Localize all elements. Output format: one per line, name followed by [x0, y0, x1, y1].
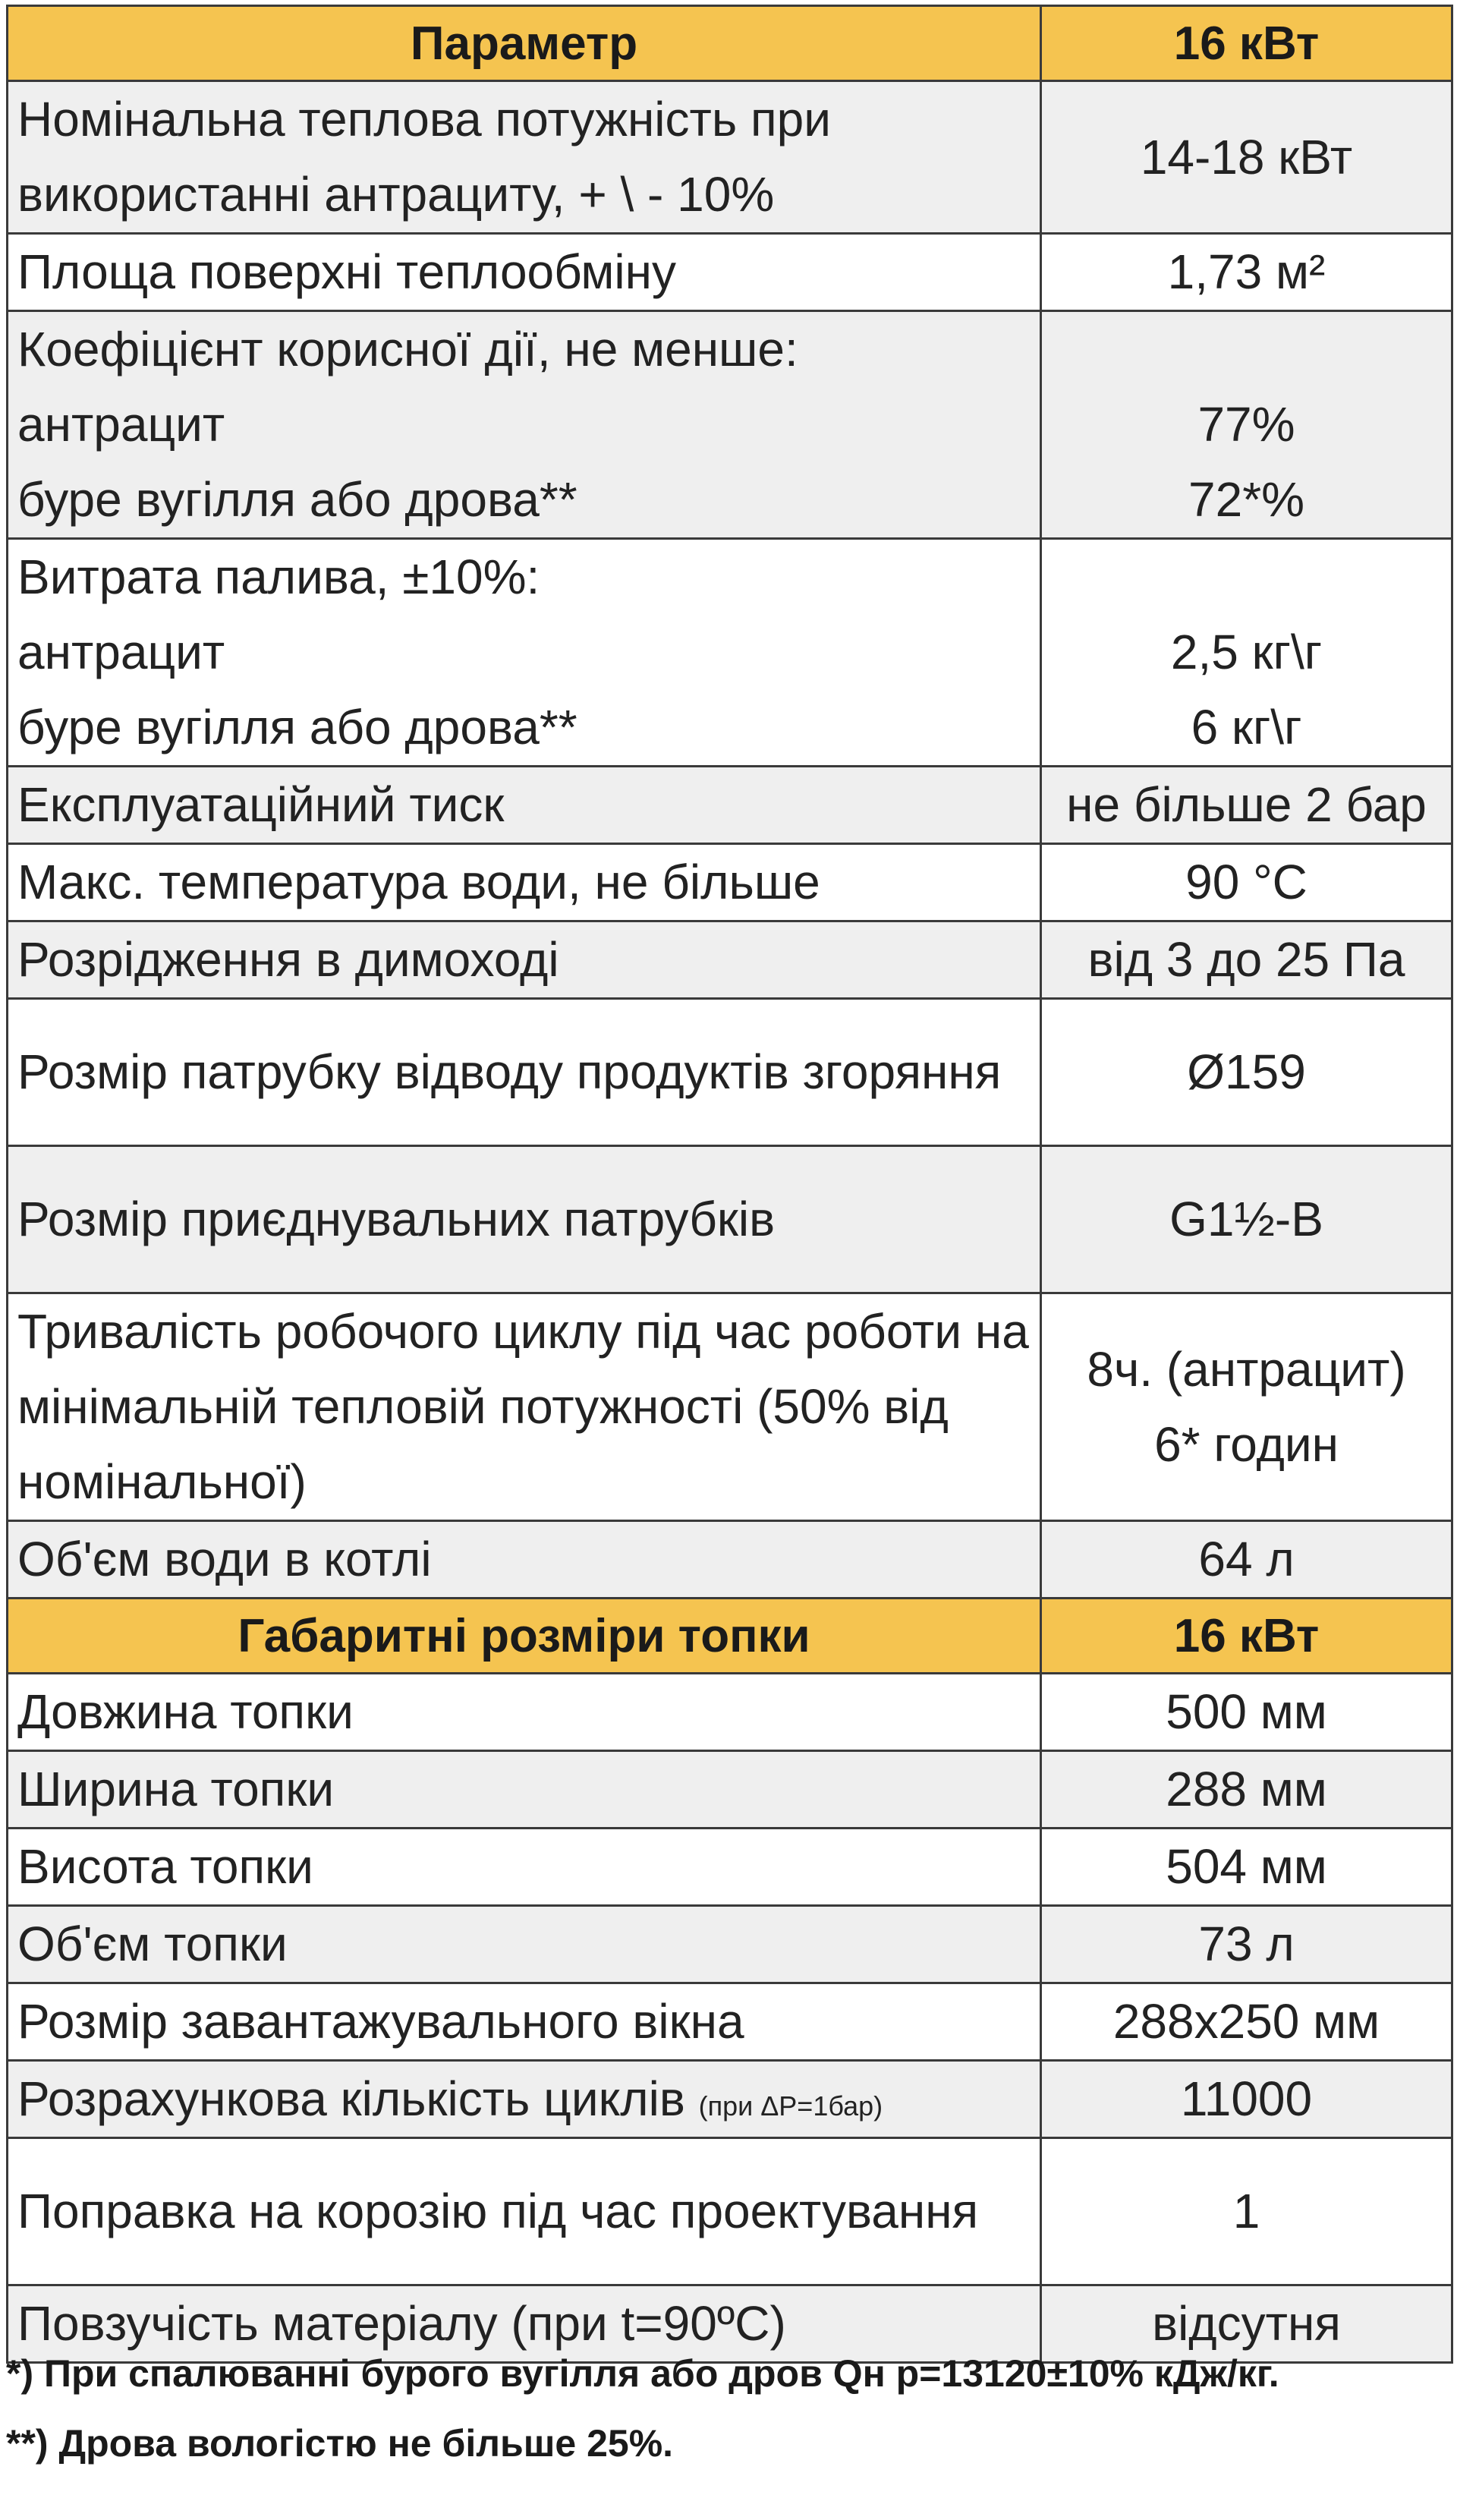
row-value: 90 °С: [1041, 844, 1452, 921]
row-value: 1,73 м²: [1041, 234, 1452, 311]
row-value: 288 мм: [1041, 1751, 1452, 1829]
table-row: [8, 1521, 1452, 1599]
row-param: Площа поверхні теплообміну: [8, 234, 1041, 311]
header-value: 16 кВт: [1041, 6, 1452, 81]
table-row: [8, 1146, 1452, 1293]
subheader-value: 16 кВт: [1041, 1599, 1452, 1674]
row-value: 11000: [1041, 2061, 1452, 2138]
row-param-line: Коефіцієнт корисної дії, не менше:: [17, 322, 798, 376]
row-param: Експлуатаційний тиск: [8, 767, 1041, 844]
row-value: не більше 2 бар: [1041, 767, 1452, 844]
row-value-line: 2,5 кг\г: [1170, 625, 1323, 679]
row-param: Макс. температура води, не більше: [8, 844, 1041, 921]
row-value: Ø159: [1041, 999, 1452, 1146]
row-param: Висота топки: [8, 1829, 1041, 1906]
table-row: [8, 921, 1452, 999]
row-value-line: 77%: [1197, 397, 1295, 452]
table-subheader: [8, 1599, 1452, 1674]
row-param: Повзучість матеріалу (при t=90ºC): [8, 2285, 1041, 2363]
footnote: *) При спалюванні бурого вугілля або дров Qн р=13120±10% кДж/кг.: [6, 2352, 1279, 2395]
row-value: 73 л: [1041, 1906, 1452, 1983]
row-value-line: [1046, 540, 1446, 615]
table-row: [8, 2138, 1452, 2285]
subheader-param: Габаритні розміри топки: [8, 1599, 1041, 1674]
row-param-note: (при ΔР=1бар): [698, 2090, 883, 2122]
table-row: [8, 1674, 1452, 1751]
table-row: [8, 234, 1452, 311]
table-row: [8, 999, 1452, 1146]
row-value: 1: [1041, 2138, 1452, 2285]
row-param: [8, 311, 1041, 539]
row-param: [8, 2061, 1041, 2138]
row-param-line: антрацит: [17, 625, 225, 679]
table-row: [8, 1293, 1452, 1521]
table-header: [8, 6, 1452, 81]
row-value-line: 8ч. (антрацит): [1087, 1341, 1406, 1397]
row-param-line: антрацит: [17, 397, 225, 452]
row-value: 14-18 кВт: [1041, 81, 1452, 234]
table-row: [8, 1983, 1452, 2061]
row-param-text: Розрахункова кількість циклів: [17, 2071, 685, 2126]
row-value: G1½-B: [1041, 1146, 1452, 1293]
row-param: Ширина топки: [8, 1751, 1041, 1829]
row-param-line: Витрата палива, ±10%:: [17, 550, 540, 604]
row-value-line: 6* годин: [1154, 1416, 1339, 1472]
table-row: [8, 81, 1452, 234]
row-value: 500 мм: [1041, 1674, 1452, 1751]
row-value: відсутня: [1041, 2285, 1452, 2363]
table-row: [8, 1906, 1452, 1983]
row-param-line: буре вугілля або дрова**: [17, 472, 577, 527]
row-param: Тривалість робочого циклу під час роботи на мінімальній тепловій потужності (50% від номінальної): [8, 1293, 1041, 1521]
table-row: [8, 844, 1452, 921]
table-row: [8, 767, 1452, 844]
row-param: Об'єм топки: [8, 1906, 1041, 1983]
row-value: 288х250 мм: [1041, 1983, 1452, 2061]
row-param: Розмір приєднувальних патрубків: [8, 1146, 1041, 1293]
row-value-line: [1046, 312, 1446, 387]
row-value-line: 6 кг\г: [1191, 700, 1302, 754]
row-param: Розмір завантажувального вікна: [8, 1983, 1041, 2061]
table-row: [8, 2061, 1452, 2138]
row-param: Розмір патрубку відводу продуктів згоряння: [8, 999, 1041, 1146]
row-param: Об'єм води в котлі: [8, 1521, 1041, 1599]
row-param: Розрідження в димоході: [8, 921, 1041, 999]
table-row: [8, 311, 1452, 539]
row-value: [1041, 539, 1452, 767]
row-value: 504 мм: [1041, 1829, 1452, 1906]
table-row: [8, 539, 1452, 767]
row-param: Поправка на корозію під час проектування: [8, 2138, 1041, 2285]
row-value: від 3 до 25 Па: [1041, 921, 1452, 999]
footnote: **) Дрова вологістю не більше 25%.: [6, 2422, 674, 2465]
row-value: [1041, 1293, 1452, 1521]
table-row: [8, 1829, 1452, 1906]
row-value: 64 л: [1041, 1521, 1452, 1599]
row-param: Номінальна теплова потужність при використанні антрациту, + \ - 10%: [8, 81, 1041, 234]
row-value: [1041, 311, 1452, 539]
row-param: [8, 539, 1041, 767]
row-value-line: 72*%: [1188, 472, 1304, 527]
table-row: [8, 1751, 1452, 1829]
specifications-table: [6, 5, 1453, 2364]
header-param: Параметр: [8, 6, 1041, 81]
row-param: Довжина топки: [8, 1674, 1041, 1751]
row-param-line: буре вугілля або дрова**: [17, 700, 577, 754]
